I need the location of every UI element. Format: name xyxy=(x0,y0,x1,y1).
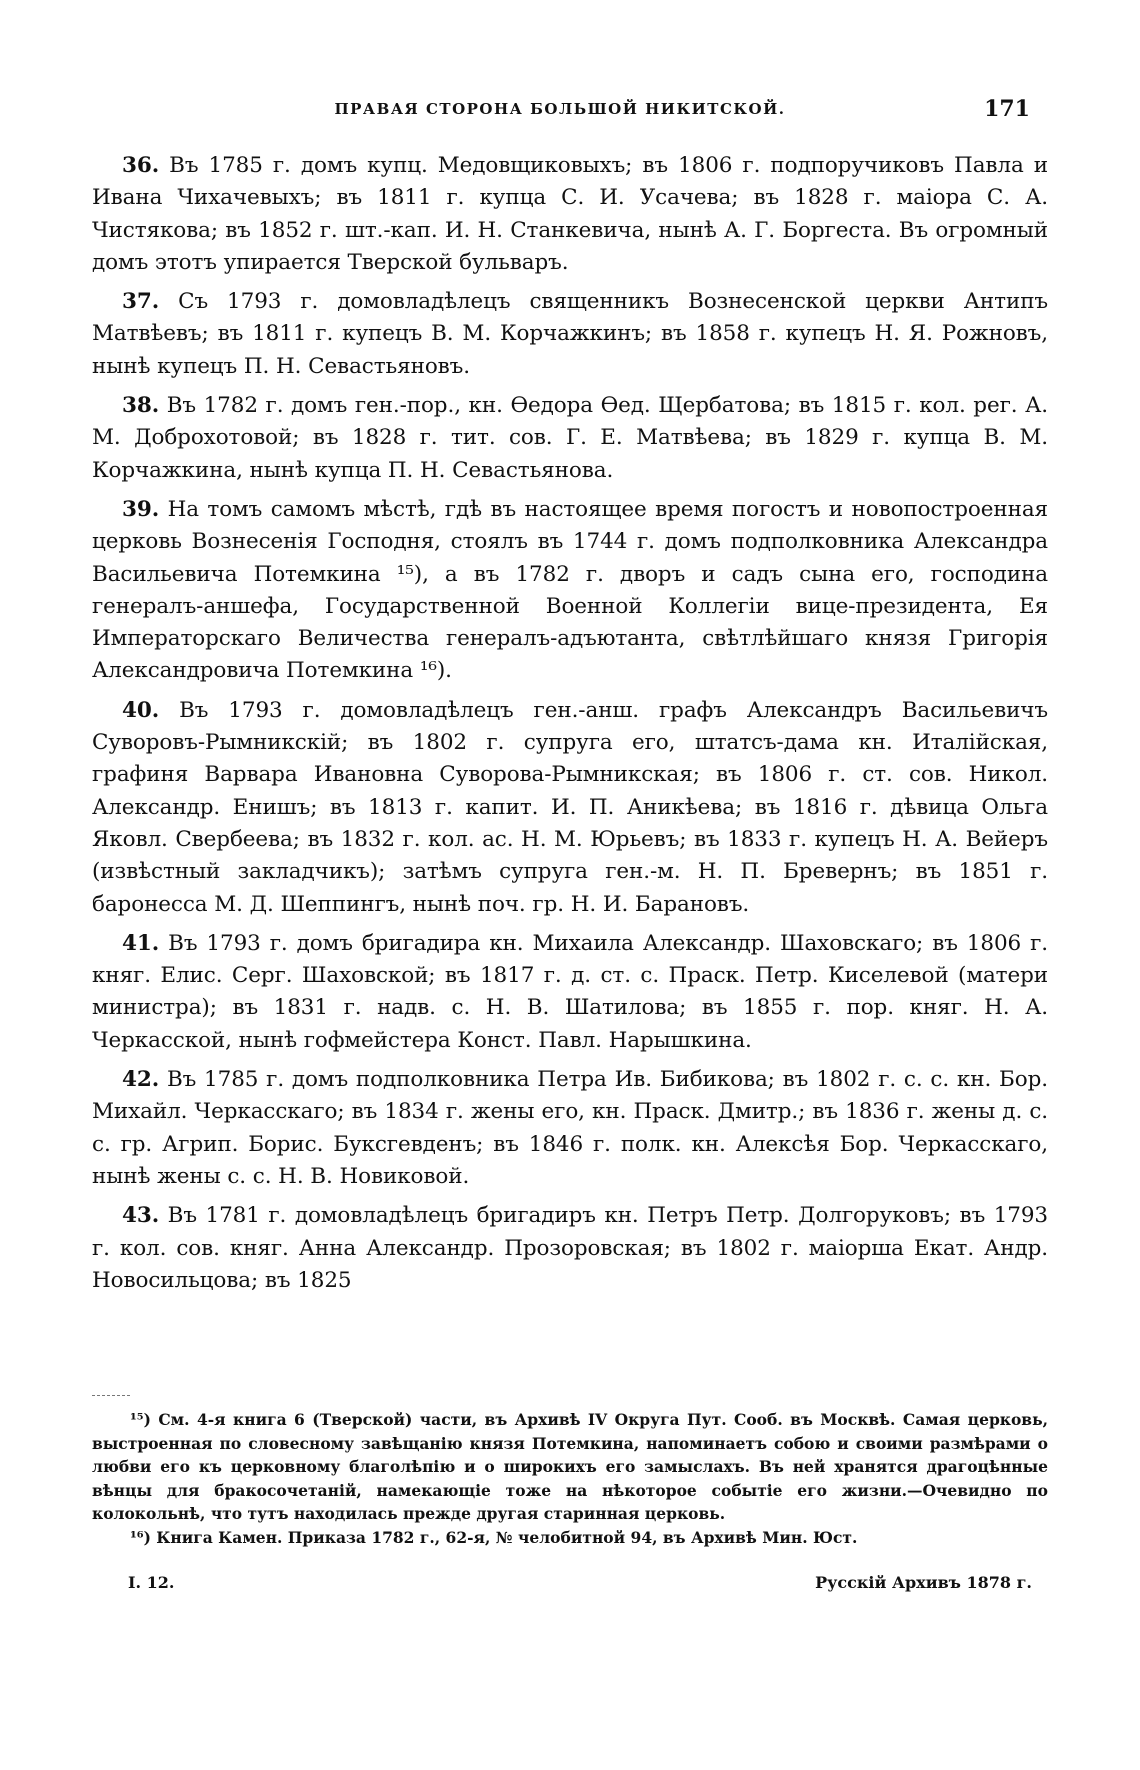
journal-imprint: Русскій Архивъ 1878 г. xyxy=(815,1573,1032,1592)
entry-number: 37. xyxy=(122,289,160,315)
page-header xyxy=(90,96,1030,128)
entry-number: 42. xyxy=(122,1067,160,1093)
entry-text: Въ 1782 г. домъ ген.-пор., кн. Ѳедора Ѳед. Щербатова; въ 1815 г. кол. рег. А. М. Доброхотовой; въ 1828 г. тит. сов. Г. Е. Матвѣева; въ 1829 г. купца В. М. Корчажкина, нынѣ купца П. Н. Севастьянова. xyxy=(92,393,1049,483)
entry-number: 36. xyxy=(122,153,160,178)
entry-43 xyxy=(92,1200,1048,1297)
entry-text: Въ 1781 г. домовладѣлецъ бригадиръ кн. Петръ Петр. Долгоруковъ; въ 1793 г. кол. сов. княг. Анна Александр. Прозоровская; въ 1802 г. маіорша Екат. Андр. Новосильцова; въ 1825 xyxy=(92,1203,1049,1293)
main-text xyxy=(92,150,1048,1304)
entry-40 xyxy=(92,695,1048,921)
entry-number: 38. xyxy=(122,393,160,419)
entry-number: 43. xyxy=(122,1203,160,1229)
entry-text: Въ 1785 г. домъ подполковника Петра Ив. Бибикова; въ 1802 г. с. с. кн. Бор. Михайл. Черкасскаго; въ 1834 г. жены его, кн. Праск. Дмитр.; въ 1836 г. жены д. с. с. гр. Агрип. Борис. Буксгевденъ; въ 1846 г. полк. кн. Алексѣя Бор. Черкасскаго, нынѣ жены с. с. Н. В. Новиковой. xyxy=(92,1067,1049,1189)
running-title: ПРАВАЯ СТОРОНА БОЛЬШОЙ НИКИТСКОЙ. xyxy=(334,100,786,118)
entry-text: Съ 1793 г. домовладѣлецъ священникъ Вознесенской церкви Антипъ Матвѣевъ; въ 1811 г. купецъ В. М. Корчажкинъ; въ 1858 г. купецъ Н. Я. Рожновъ, нынѣ купецъ П. Н. Севастьяновъ. xyxy=(92,289,1048,379)
entry-number: 41. xyxy=(122,930,160,956)
entry-41 xyxy=(92,928,1048,1057)
footnote-16: ¹⁶) Книга Камен. Приказа 1782 г., 62-я, № челобитной 94, въ Архивѣ Мин. Юст. xyxy=(130,1527,858,1547)
entry-37 xyxy=(92,286,1048,383)
footnote-15: ¹⁵) См. 4-я книга 6 (Тверской) части, въ Архивѣ IV Округа Пут. Сооб. въ Москвѣ. Самая церковь, выстроенная по словесному завѣщанію князя Потемкина, напоминаетъ собою и своими размѣрами о любви его къ церковному благолѣпію и о широкихъ его замыслахъ. Въ ней хранятся драгоцѣнные вѣнцы для бракосочетаній, намекающіе тоже на нѣкоторое событіе его жизни.—Очевидно по колокольнѣ, что тутъ находилась прежде другая старинная церковь. xyxy=(92,1410,1048,1524)
entry-number: 40. xyxy=(122,697,160,723)
page-number: 171 xyxy=(984,96,1030,122)
entry-36 xyxy=(92,150,1048,279)
footnotes xyxy=(92,1408,1048,1550)
signature-mark: I. 12. xyxy=(128,1573,175,1592)
entry-38 xyxy=(92,390,1048,487)
entry-number: 39. xyxy=(122,496,160,522)
entry-text: На томъ самомъ мѣстѣ, гдѣ въ настоящее время погостъ и новопостроенная церковь Вознесенія Господня, стоялъ въ 1744 г. домъ подполковника Александра Васильевича Потемкина ¹⁵), а въ 1782 г. дворъ и садъ сына его, господина генералъ-аншефа, Государственной Военной Коллегіи вице-президента, Ея Императорскаго Величества генералъ-адъютанта, свѣтлѣйшаго князя Григорія Александровича Потемкина ¹⁶). xyxy=(92,496,1048,684)
entry-42 xyxy=(92,1064,1048,1193)
footnote-divider xyxy=(92,1395,130,1396)
entry-text: Въ 1793 г. домъ бригадира кн. Михаила Александр. Шаховскаго; въ 1806 г. княг. Елис. Серг. Шаховской; въ 1817 г. д. ст. с. Праск. Петр. Киселевой (матери министра); въ 1831 г. надв. с. Н. В. Шатилова; въ 1855 г. пор. княг. Н. А. Черкасской, нынѣ гофмейстера Конст. Павл. Нарышкина. xyxy=(92,930,1049,1053)
entry-39 xyxy=(92,494,1048,688)
entry-text: Въ 1785 г. домъ купц. Медовщиковыхъ; въ 1806 г. подпоручиковъ Павла и Ивана Чихачевыхъ; въ 1811 г. купца С. И. Усачева; въ 1828 г. маіора С. А. Чистякова; въ 1852 г. шт.-кап. И. Н. Станкевича, нынѣ А. Г. Боргеста. Въ огромный домъ этотъ упирается Тверской бульваръ. xyxy=(92,153,1048,275)
entry-text: Въ 1793 г. домовладѣлецъ ген.-анш. графъ Александръ Васильевичъ Суворовъ-Рымникскій; въ 1802 г. супруга его, штатсъ-дама кн. Италійская, графиня Варвара Ивановна Суворова-Рымникская; въ 1806 г. ст. сов. Никол. Александр. Енишъ; въ 1813 г. капит. И. П. Аникѣева; въ 1816 г. дѣвица Ольга Яковл. Свербеева; въ 1832 г. кол. ас. Н. М. Юрьевъ; въ 1833 г. купецъ Н. А. Вейеръ (извѣстный закладчикъ); затѣмъ супруга ген.-м. Н. П. Бревернъ; въ 1851 г. баронесса М. Д. Шеппингъ, нынѣ поч. гр. Н. И. Барановъ. xyxy=(92,697,1049,917)
